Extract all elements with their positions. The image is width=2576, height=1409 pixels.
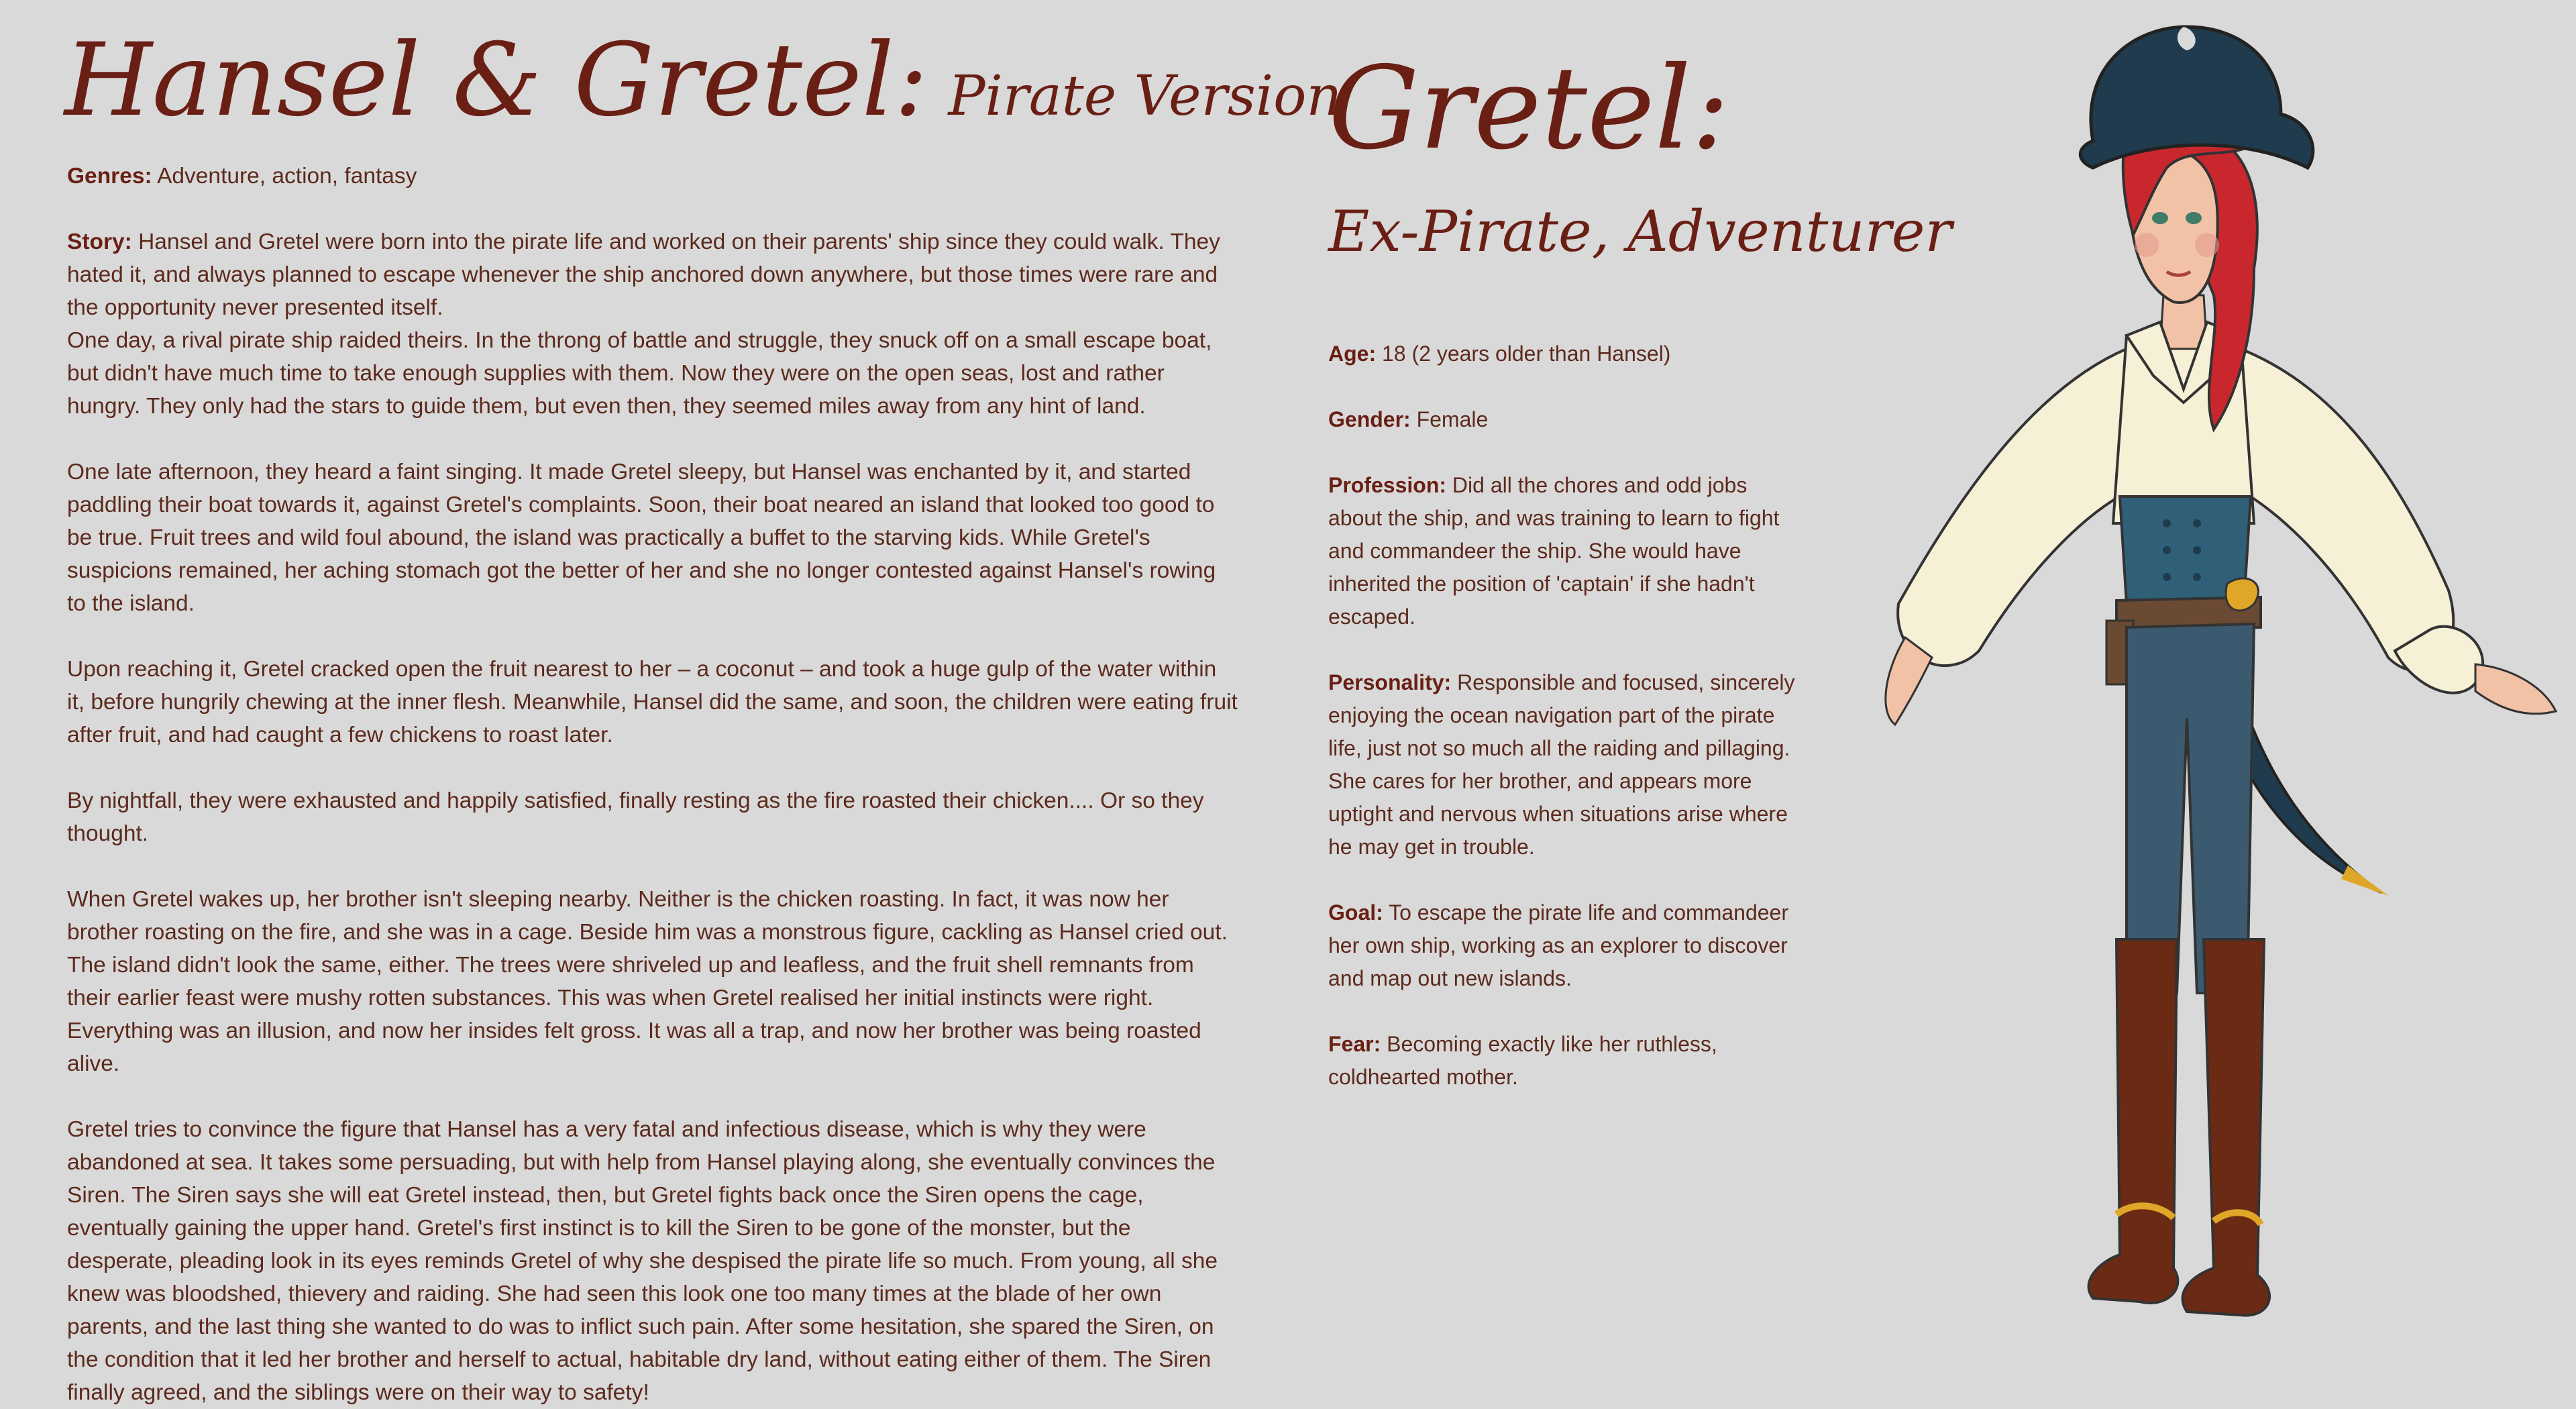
- fear-value: Becoming exactly like her ruthless, coldhearted mother.: [1328, 1032, 1717, 1089]
- genres-line: [67, 160, 1238, 193]
- age-line: [1328, 337, 1798, 370]
- story-paragraph-2: One day, a rival pirate ship raided theirs. In the throng of battle and struggle, they snuck off on a small escape boat, but didn't have much time to take enough supplies with them. Now they were on the open seas, lost and rather hungry. They only had the stars to guide them, but even then, they seemed miles away from any hint of land.: [67, 328, 1212, 419]
- story-column: [67, 160, 1238, 1409]
- story-text-1: Hansel and Gretel were born into the pirate life and worked on their parents' ship since they could walk. They hated it, and always planned to escape whenever the ship anchored down anywhere, but those times were rare and the opportunity never presented itself.: [67, 229, 1220, 320]
- goal-line: [1328, 896, 1798, 995]
- fear-label: Fear:: [1328, 1032, 1381, 1056]
- profession-label: Profession:: [1328, 473, 1447, 497]
- gender-value: Female: [1416, 407, 1489, 431]
- story-paragraph-5: By nightfall, they were exhausted and happily satisfied, finally resting as the fire roasted their chicken.... Or so they thought.: [67, 788, 1204, 846]
- goal-label: Goal:: [1328, 900, 1383, 925]
- gender-label: Gender:: [1328, 407, 1411, 431]
- cutlass-tip: [2341, 866, 2388, 896]
- genres-value: Adventure, action, fantasy: [157, 164, 417, 189]
- left-eye: [2152, 212, 2168, 224]
- personality-line: [1328, 666, 1798, 864]
- gender-line: [1328, 403, 1798, 436]
- age-label: Age:: [1328, 342, 1377, 366]
- genres-label: Genres:: [67, 164, 152, 189]
- pirate-hat: [2080, 27, 2313, 168]
- character-figure: [1811, 13, 2569, 1349]
- pants: [2127, 624, 2254, 993]
- story-paragraph-3: One late afternoon, they heard a faint singing. It made Gretel sleepy, but Hansel was enchanted by it, and started paddling their boat towards it, against Gretel's complaints. Soon, their boat neared an island that looked too good to be true. Fruit trees and wild foul abound, the island was practically a buffet to the starving kids. While Gretel's suspicions remained, her aching stomach got the better of her and she no longer contested against Hansel's rowing to the island.: [67, 460, 1216, 616]
- goal-value: To escape the pirate life and commandeer her own ship, working as an explorer to discover and map out new islands.: [1328, 900, 1788, 990]
- age-value: 18 (2 years older than Hansel): [1382, 342, 1671, 366]
- right-hand: [2475, 664, 2556, 714]
- personality-label: Personality:: [1328, 670, 1452, 694]
- profession-value: Did all the chores and odd jobs about the ship, and was training to learn to fight and commandeer the ship. She would have inherited the position of 'captain' if she hadn't escaped.: [1328, 473, 1780, 629]
- story-paragraph-7: Gretel tries to convince the figure that Hansel has a very fatal and infectious disease, which is why they were abandoned at sea. It takes some persuading, but with help from Hansel playing along, she eventually convinces the Siren. The Siren says she will eat Gretel instead, then, but Gretel fights back once the Siren opens the cage, eventually gaining the upper hand. Gretel's first instinct is to kill the Siren to be gone of the monster, but the desperate, pleading look in its eyes reminds Gretel of why she despised the pirate life so much. From young, all she knew was bloodshed, thievery and raiding. She had seen this look one too many times at the blade of her own parents, and the last thing she wanted to do was to inflict such pain. After some hesitation, she spared the Siren, on the condition that it led her brother and herself to actual, habitable dry land, without eating either of them. The Siren finally agreed, and the siblings were on their way to safety!: [67, 1117, 1218, 1405]
- character-profile: [1328, 337, 1798, 1094]
- page-title: [64, 20, 1342, 157]
- gretel-illustration: [1811, 13, 2569, 1349]
- left-boot: [2089, 939, 2178, 1303]
- title-main: Hansel & Gretel:: [64, 22, 928, 139]
- character-role: Ex-Pirate, Adventurer: [1328, 199, 1952, 264]
- story-paragraph-6: When Gretel wakes up, her brother isn't sleeping nearby. Neither is the chicken roasting. In fact, it was now her brother roasting on the fire, and she was in a cage. Beside him was a monstrous figure, cackling as Hansel cried out. The island didn't look the same, either. The trees were shriveled up and leafless, and the fruit shell remnants from their earlier feast were mushy rotten substances. This was when Gretel realised her initial instincts were right. Everything was an illusion, and now her insides felt gross. It was all a trap, and now her brother was being roasted alive.: [67, 887, 1228, 1076]
- cutlass-hilt: [2226, 578, 2258, 611]
- story-paragraph-4: Upon reaching it, Gretel cracked open the fruit nearest to her – a coconut – and took a huge gulp of the water within it, before hungrily chewing at the inner flesh. Meanwhile, Hansel did the same, and soon, the children were eating fruit after fruit, and had caught a few chickens to roast later.: [67, 657, 1238, 747]
- profession-line: [1328, 469, 1798, 633]
- right-eye: [2186, 212, 2202, 224]
- title-subtitle: Pirate Version: [948, 64, 1342, 128]
- story-label: Story:: [67, 229, 132, 254]
- fear-line: [1328, 1028, 1798, 1094]
- personality-value: Responsible and focused, sincerely enjoying the ocean navigation part of the pirate life, just not so much all the raiding and pillaging. She cares for her brother, and appears more uptight and nervous when situations arise where he may get in trouble.: [1328, 670, 1795, 859]
- left-sleeve: [1898, 349, 2147, 666]
- right-boot: [2183, 939, 2270, 1315]
- character-name: Gretel:: [1328, 42, 1730, 175]
- story-paragraph-1: [67, 225, 1238, 324]
